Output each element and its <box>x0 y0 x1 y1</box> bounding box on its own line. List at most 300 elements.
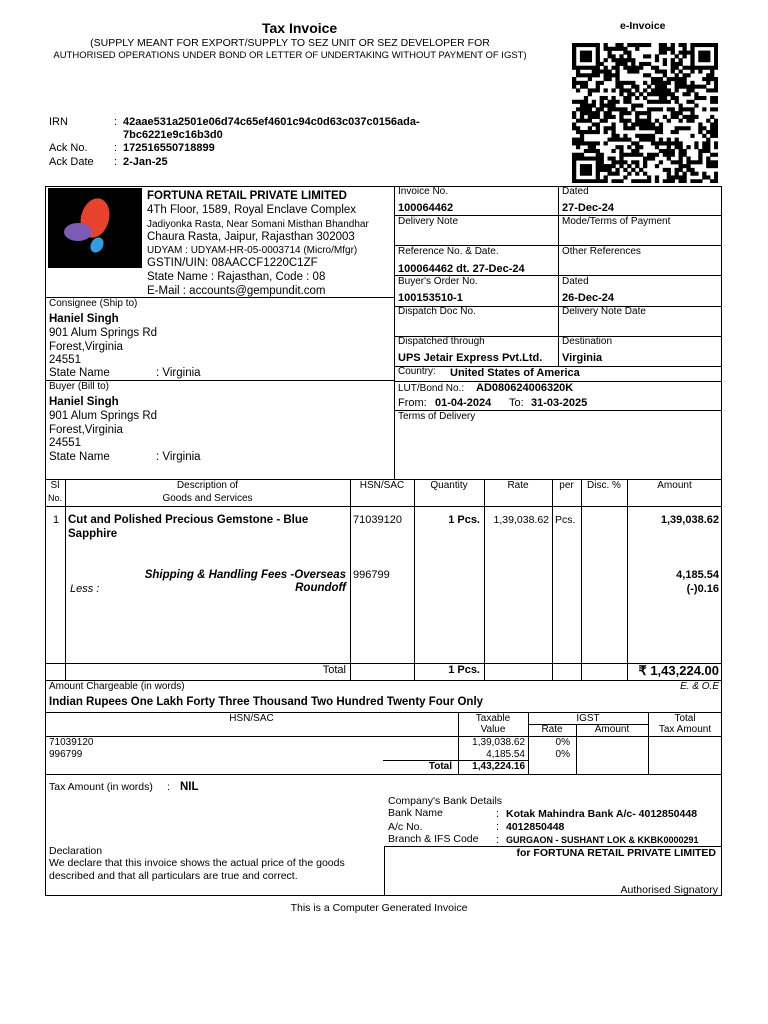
qr-module <box>611 104 615 108</box>
qr-module <box>679 77 683 81</box>
dispatched-through-label: Dispatched through <box>398 336 485 347</box>
qr-module <box>639 138 643 142</box>
qr-module <box>686 88 690 92</box>
qr-module <box>576 138 580 142</box>
qr-module <box>600 96 604 100</box>
qr-module <box>671 115 675 119</box>
seller-address-1: 4Th Floor, 1589, Royal Enclave Complex <box>147 204 357 216</box>
qr-module <box>643 179 647 183</box>
qr-module <box>667 157 671 161</box>
qr-module <box>611 47 615 51</box>
qr-module <box>690 115 694 119</box>
qr-module <box>619 43 623 47</box>
tax-row-hsn: 996799 <box>49 749 83 760</box>
from-value: 01-04-2024 <box>435 397 492 409</box>
qr-module <box>631 85 635 89</box>
qr-module <box>631 160 635 164</box>
qr-module <box>694 92 698 96</box>
from-label: From: <box>398 397 427 409</box>
qr-module <box>682 115 686 119</box>
qr-module <box>690 168 694 172</box>
qr-module <box>608 100 612 104</box>
shipping-description: Shipping & Handling Fees -Overseas <box>144 569 346 581</box>
qr-module <box>690 172 694 176</box>
tax-words-label: Tax Amount (in words) <box>49 781 153 793</box>
qr-module <box>686 51 690 55</box>
qr-module <box>679 51 683 55</box>
qr-module <box>706 160 710 164</box>
qr-module <box>643 134 647 138</box>
qr-module <box>655 164 659 168</box>
declaration-line-1: We declare that this invoice shows the actual price of the goods <box>49 857 345 869</box>
bank-name-label: Bank Name <box>388 807 443 819</box>
qr-module <box>682 149 686 153</box>
qr-module <box>702 172 706 176</box>
consignee-state-label: State Name <box>49 367 110 379</box>
qr-module <box>588 111 592 115</box>
qr-module <box>615 138 619 142</box>
qr-module <box>667 149 671 153</box>
qr-module <box>706 164 710 168</box>
qr-module <box>615 168 619 172</box>
qr-module <box>667 175 671 179</box>
qr-module <box>702 145 706 149</box>
qr-module <box>588 145 592 149</box>
qr-module <box>623 96 627 100</box>
qr-module <box>611 157 615 161</box>
qr-module <box>627 138 631 142</box>
buyer-address-2: Forest,Virginia <box>49 424 123 436</box>
qr-module <box>659 77 663 81</box>
qr-module <box>584 172 588 176</box>
qr-module <box>663 92 667 96</box>
qr-module <box>690 107 694 111</box>
delivery-note-date-label: Delivery Note Date <box>562 306 646 317</box>
branch-value: GURGAON - SUSHANT LOK & KKBK0000291 <box>506 835 699 845</box>
consignee-label: Consignee (Ship to) <box>49 298 138 309</box>
shipping-hsn: 996799 <box>353 569 390 581</box>
qr-module <box>694 115 698 119</box>
qr-module <box>690 160 694 164</box>
row-description-2: Sapphire <box>68 528 118 540</box>
qr-module <box>611 179 615 183</box>
qr-module <box>663 100 667 104</box>
qr-module <box>643 96 647 100</box>
qr-module <box>576 66 580 70</box>
qr-module <box>651 66 655 70</box>
qr-module <box>635 66 639 70</box>
qr-module <box>580 115 584 119</box>
qr-module <box>635 69 639 73</box>
tax-row-rate: 0% <box>555 749 570 760</box>
qr-module <box>651 126 655 130</box>
qr-module <box>580 157 584 161</box>
qr-module <box>596 126 600 130</box>
qr-module <box>686 107 690 111</box>
qr-module <box>643 172 647 176</box>
seller-email: E-Mail : accounts@gempundit.com <box>147 285 326 297</box>
qr-module <box>604 119 608 123</box>
qr-module <box>702 58 706 62</box>
ack-date-label: Ack Date <box>49 156 94 168</box>
qr-module <box>639 153 643 157</box>
qr-module <box>592 104 596 108</box>
qr-module <box>706 54 710 58</box>
reference-label: Reference No. & Date. <box>398 246 499 257</box>
divider <box>552 479 553 680</box>
divider <box>45 774 722 775</box>
mode-terms-label: Mode/Terms of Payment <box>562 216 671 227</box>
consignee-zip: 24551 <box>49 354 81 366</box>
ac-no-colon: : <box>496 821 500 833</box>
qr-module <box>639 66 643 70</box>
qr-module <box>623 175 627 179</box>
qr-module <box>588 157 592 161</box>
qr-module <box>635 164 639 168</box>
qr-module <box>659 130 663 134</box>
qr-module <box>671 51 675 55</box>
qr-module <box>671 58 675 62</box>
qr-module <box>714 47 718 51</box>
qr-module <box>576 81 580 85</box>
qr-module <box>694 160 698 164</box>
qr-module <box>679 157 683 161</box>
qr-module <box>580 172 584 176</box>
buyer-label: Buyer (Bill to) <box>49 381 110 392</box>
qr-module <box>611 107 615 111</box>
qr-module <box>698 69 702 73</box>
qr-module <box>702 134 706 138</box>
qr-module <box>631 81 635 85</box>
qr-module <box>647 138 651 142</box>
qr-module <box>619 81 623 85</box>
qr-module <box>572 43 576 47</box>
qr-module <box>714 58 718 62</box>
qr-module <box>619 145 623 149</box>
seller-address-2: Jadiyonka Rasta, Near Somani Misthan Bhandhar <box>147 219 369 230</box>
qr-module <box>600 164 604 168</box>
qr-module <box>698 66 702 70</box>
qr-module <box>600 104 604 108</box>
qr-module <box>608 168 612 172</box>
qr-module <box>679 168 683 172</box>
qr-module <box>710 73 714 77</box>
qr-module <box>682 85 686 89</box>
qr-module <box>623 111 627 115</box>
qr-module <box>627 81 631 85</box>
tax-row-taxable: 1,39,038.62 <box>472 737 525 748</box>
qr-module <box>702 51 706 55</box>
invoice-no-label: Invoice No. <box>398 186 449 197</box>
qr-module <box>635 85 639 89</box>
qr-module <box>643 160 647 164</box>
qr-module <box>635 96 639 100</box>
qr-module <box>710 88 714 92</box>
qr-module <box>600 179 604 183</box>
qr-module <box>690 111 694 115</box>
qr-module <box>679 104 683 108</box>
tax-col-taxable-2: Value <box>480 724 506 735</box>
qr-module <box>596 66 600 70</box>
qr-module <box>647 115 651 119</box>
einvoice-label: e-Invoice <box>620 20 666 32</box>
qr-module <box>588 179 592 183</box>
qr-module <box>667 141 671 145</box>
qr-module <box>667 172 671 176</box>
qr-module <box>600 100 604 104</box>
qr-module <box>619 115 623 119</box>
qr-module <box>659 122 663 126</box>
qr-module <box>698 122 702 126</box>
bank-details-title: Company's Bank Details <box>388 795 503 807</box>
qr-module <box>588 66 592 70</box>
qr-module <box>635 104 639 108</box>
qr-module <box>580 85 584 89</box>
qr-module <box>663 81 667 85</box>
destination-value: Virginia <box>562 352 603 364</box>
qr-module <box>643 62 647 66</box>
qr-module <box>572 175 576 179</box>
qr-module <box>580 107 584 111</box>
qr-module <box>596 111 600 115</box>
qr-module <box>611 134 615 138</box>
qr-module <box>580 104 584 108</box>
qr-module <box>572 115 576 119</box>
qr-module <box>611 149 615 153</box>
qr-module <box>611 88 615 92</box>
qr-module <box>686 92 690 96</box>
tax-col-igst: IGST <box>576 713 600 724</box>
qr-module <box>706 157 710 161</box>
qr-module <box>655 179 659 183</box>
qr-module <box>647 92 651 96</box>
qr-module <box>619 138 623 142</box>
qr-module <box>627 66 631 70</box>
buyer-order-label: Buyer's Order No. <box>398 276 478 287</box>
qr-module <box>615 77 619 81</box>
qr-module <box>694 141 698 145</box>
qr-module <box>611 122 615 126</box>
qr-module <box>576 157 580 161</box>
row-sl: 1 <box>53 514 60 526</box>
qr-module <box>619 62 623 66</box>
qr-module <box>667 100 671 104</box>
divider <box>394 186 395 479</box>
qr-module <box>596 107 600 111</box>
qr-module <box>679 164 683 168</box>
ack-date-value: 2-Jan-25 <box>123 156 168 168</box>
qr-module <box>584 168 588 172</box>
qr-module <box>572 122 576 126</box>
qr-module <box>671 153 675 157</box>
qr-module <box>635 111 639 115</box>
qr-module <box>651 100 655 104</box>
qr-module <box>702 149 706 153</box>
qr-module <box>710 43 714 47</box>
qr-module <box>600 153 604 157</box>
qr-module <box>655 141 659 145</box>
qr-module <box>655 69 659 73</box>
qr-module <box>619 157 623 161</box>
qr-module <box>580 58 584 62</box>
qr-module <box>580 54 584 58</box>
qr-module <box>647 126 651 130</box>
qr-module <box>710 115 714 119</box>
qr-module <box>584 85 588 89</box>
qr-module <box>663 141 667 145</box>
qr-module <box>627 111 631 115</box>
qr-module <box>596 81 600 85</box>
qr-module <box>714 126 718 130</box>
qr-module <box>663 179 667 183</box>
branch-label: Branch & IFS Code <box>388 833 479 845</box>
order-dated-label: Dated <box>562 276 589 287</box>
qr-module <box>655 85 659 89</box>
reference-value: 100064462 dt. 27-Dec-24 <box>398 263 525 275</box>
qr-module <box>714 107 718 111</box>
qr-module <box>584 96 588 100</box>
qr-module <box>675 141 679 145</box>
qr-module <box>576 43 580 47</box>
row-quantity: 1 Pcs. <box>448 514 480 526</box>
qr-module <box>592 115 596 119</box>
qr-module <box>682 107 686 111</box>
qr-module <box>596 47 600 51</box>
divider <box>581 479 582 680</box>
qr-module <box>611 96 615 100</box>
qr-module <box>655 130 659 134</box>
qr-module <box>651 134 655 138</box>
qr-module <box>698 149 702 153</box>
qr-module <box>623 160 627 164</box>
qr-module <box>639 92 643 96</box>
qr-module <box>604 69 608 73</box>
qr-module <box>714 51 718 55</box>
qr-module <box>679 145 683 149</box>
qr-module <box>694 145 698 149</box>
qr-module <box>714 175 718 179</box>
qr-module <box>690 62 694 66</box>
qr-module <box>663 168 667 172</box>
qr-module <box>588 168 592 172</box>
qr-module <box>580 179 584 183</box>
qr-module <box>667 81 671 85</box>
col-hsn: HSN/SAC <box>359 480 405 491</box>
qr-module <box>608 54 612 58</box>
amount-words-label: Amount Chargeable (in words) <box>49 681 185 692</box>
qr-module <box>592 73 596 77</box>
qr-module <box>690 58 694 62</box>
qr-module <box>679 62 683 66</box>
qr-module <box>682 77 686 81</box>
qr-module <box>702 175 706 179</box>
qr-module <box>615 100 619 104</box>
divider <box>484 479 485 680</box>
qr-module <box>686 145 690 149</box>
qr-module <box>611 54 615 58</box>
qr-module <box>572 138 576 142</box>
qr-module <box>588 92 592 96</box>
qr-module <box>608 115 612 119</box>
qr-module <box>627 164 631 168</box>
invoice-no-value: 100064462 <box>398 202 454 214</box>
qr-module <box>643 73 647 77</box>
qr-module <box>623 51 627 55</box>
qr-module <box>671 77 675 81</box>
qr-module <box>572 77 576 81</box>
qr-module <box>671 47 675 51</box>
qr-module <box>647 134 651 138</box>
qr-module <box>698 157 702 161</box>
qr-module <box>706 175 710 179</box>
qr-module <box>580 43 584 47</box>
qr-module <box>627 54 631 58</box>
ac-no-label: A/c No. <box>388 821 423 833</box>
qr-module <box>615 62 619 66</box>
col-amount: Amount <box>657 480 692 491</box>
qr-module <box>572 58 576 62</box>
qr-module <box>584 141 588 145</box>
qr-module <box>576 145 580 149</box>
qr-module <box>663 51 667 55</box>
tax-col-taxable-1: Taxable <box>475 713 511 724</box>
col-sl-1: Sl <box>50 480 60 491</box>
qr-module <box>572 85 576 89</box>
qr-module <box>580 134 584 138</box>
qr-module <box>596 160 600 164</box>
qr-module <box>623 119 627 123</box>
qr-module <box>600 157 604 161</box>
qr-module <box>647 153 651 157</box>
qr-module <box>710 134 714 138</box>
qr-module <box>615 66 619 70</box>
qr-module <box>584 111 588 115</box>
qr-module <box>596 157 600 161</box>
qr-module <box>588 54 592 58</box>
qr-module <box>694 172 698 176</box>
qr-module <box>643 122 647 126</box>
qr-module <box>679 43 683 47</box>
qr-module <box>706 66 710 70</box>
qr-module <box>706 58 710 62</box>
qr-module <box>694 104 698 108</box>
qr-module <box>690 51 694 55</box>
qr-module <box>631 69 635 73</box>
qr-module <box>604 130 608 134</box>
qr-module <box>596 168 600 172</box>
qr-module <box>576 141 580 145</box>
qr-module <box>596 43 600 47</box>
qr-module <box>643 54 647 58</box>
qr-module <box>682 92 686 96</box>
qr-module <box>580 100 584 104</box>
seller-gstin: GSTIN/UIN: 08AACCF1220C1ZF <box>147 257 318 269</box>
qr-module <box>580 119 584 123</box>
qr-module <box>643 81 647 85</box>
qr-module <box>592 157 596 161</box>
company-logo <box>48 188 142 268</box>
qr-module <box>682 153 686 157</box>
qr-module <box>714 153 718 157</box>
qr-module <box>671 92 675 96</box>
qr-module <box>635 141 639 145</box>
declaration-label: Declaration <box>49 845 103 857</box>
qr-module <box>592 141 596 145</box>
qr-module <box>702 96 706 100</box>
dated-value: 27-Dec-24 <box>562 202 614 214</box>
qr-module <box>714 43 718 47</box>
qr-module <box>655 54 659 58</box>
